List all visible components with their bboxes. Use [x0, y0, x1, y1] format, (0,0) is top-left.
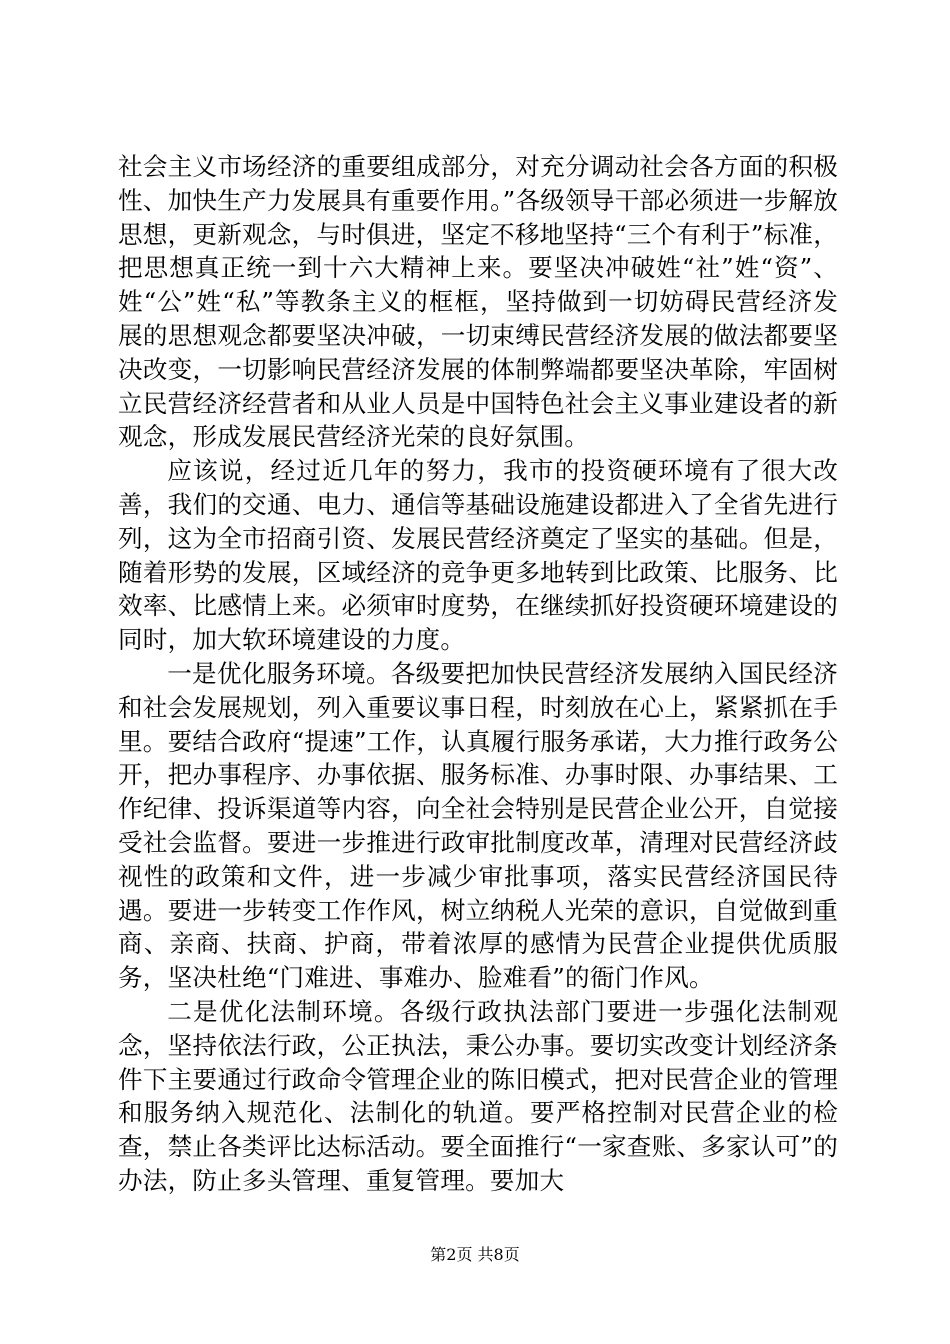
paragraph-2: 应该说，经过近几年的努力，我市的投资硬环境有了很大改善，我们的交通、电力、通信等基础设施建设都进入了全省先进行列，这为全市招商引资、发展民营经济奠定了坚实的基础。但是，随着形势的发展，区域经济的竞争更多地转到比政策、比服务、比效率、比感情上来。必须审时度势，在继续抓好投资硬环境建设的同时，加大软环境建设的力度。 [118, 456, 838, 655]
paragraph-3: 一是优化服务环境。各级要把加快民营经济发展纳入国民经济和社会发展规划，列入重要议事日程，时刻放在心上，紧紧抓在手里。要结合政府“提速”工作，认真履行服务承诺，大力推行政务公开，把办事程序、办事依据、服务标准、办事时限、办事结果、工作纪律、投诉渠道等内容，向全社会特别是民营企业公开，自觉接受社会监督。要进一步推进行政审批制度改革，清理对民营经济歧视性的政策和文件，进一步减少审批事项，落实民营经济国民待遇。要进一步转变工作作风，树立纳税人光荣的意识，自觉做到重商、亲商、扶商、护商，带着浓厚的感情为民营企业提供优质服务，坚决杜绝“门难进、事难办、脸难看”的衙门作风。 [118, 658, 838, 993]
paragraph-4: 二是优化法制环境。各级行政执法部门要进一步强化法制观念，坚持依法行政，公正执法，秉公办事。要切实改变计划经济条件下主要通过行政命令管理企业的陈旧模式，把对民营企业的管理和服务纳入规范化、法制化的轨道。要严格控制对民营企业的检查，禁止各类评比达标活动。要全面推行“一家查账、多家认可”的办法，防止多头管理、重复管理。要加大 [118, 996, 838, 1195]
page-number-footer: 第2页 共8页 [430, 1245, 520, 1264]
document-body [118, 150, 838, 1198]
paragraph-1: 社会主义市场经济的重要组成部分，对充分调动社会各方面的积极性、加快生产力发展具有重要作用。”各级领导干部必须进一步解放思想，更新观念，与时俱进，坚定不移地坚持“三个有利于”标准，把思想真正统一到十六大精神上来。要坚决冲破姓“社”姓“资”、姓“公”姓“私”等教条主义的框框，坚持做到一切妨碍民营经济发展的思想观念都要坚决冲破，一切束缚民营经济发展的做法都要坚决改变，一切影响民营经济发展的体制弊端都要坚决革除，牢固树立民营经济经营者和从业人员是中国特色社会主义事业建设者的新观念，形成发展民营经济光荣的良好氛围。 [118, 152, 838, 452]
